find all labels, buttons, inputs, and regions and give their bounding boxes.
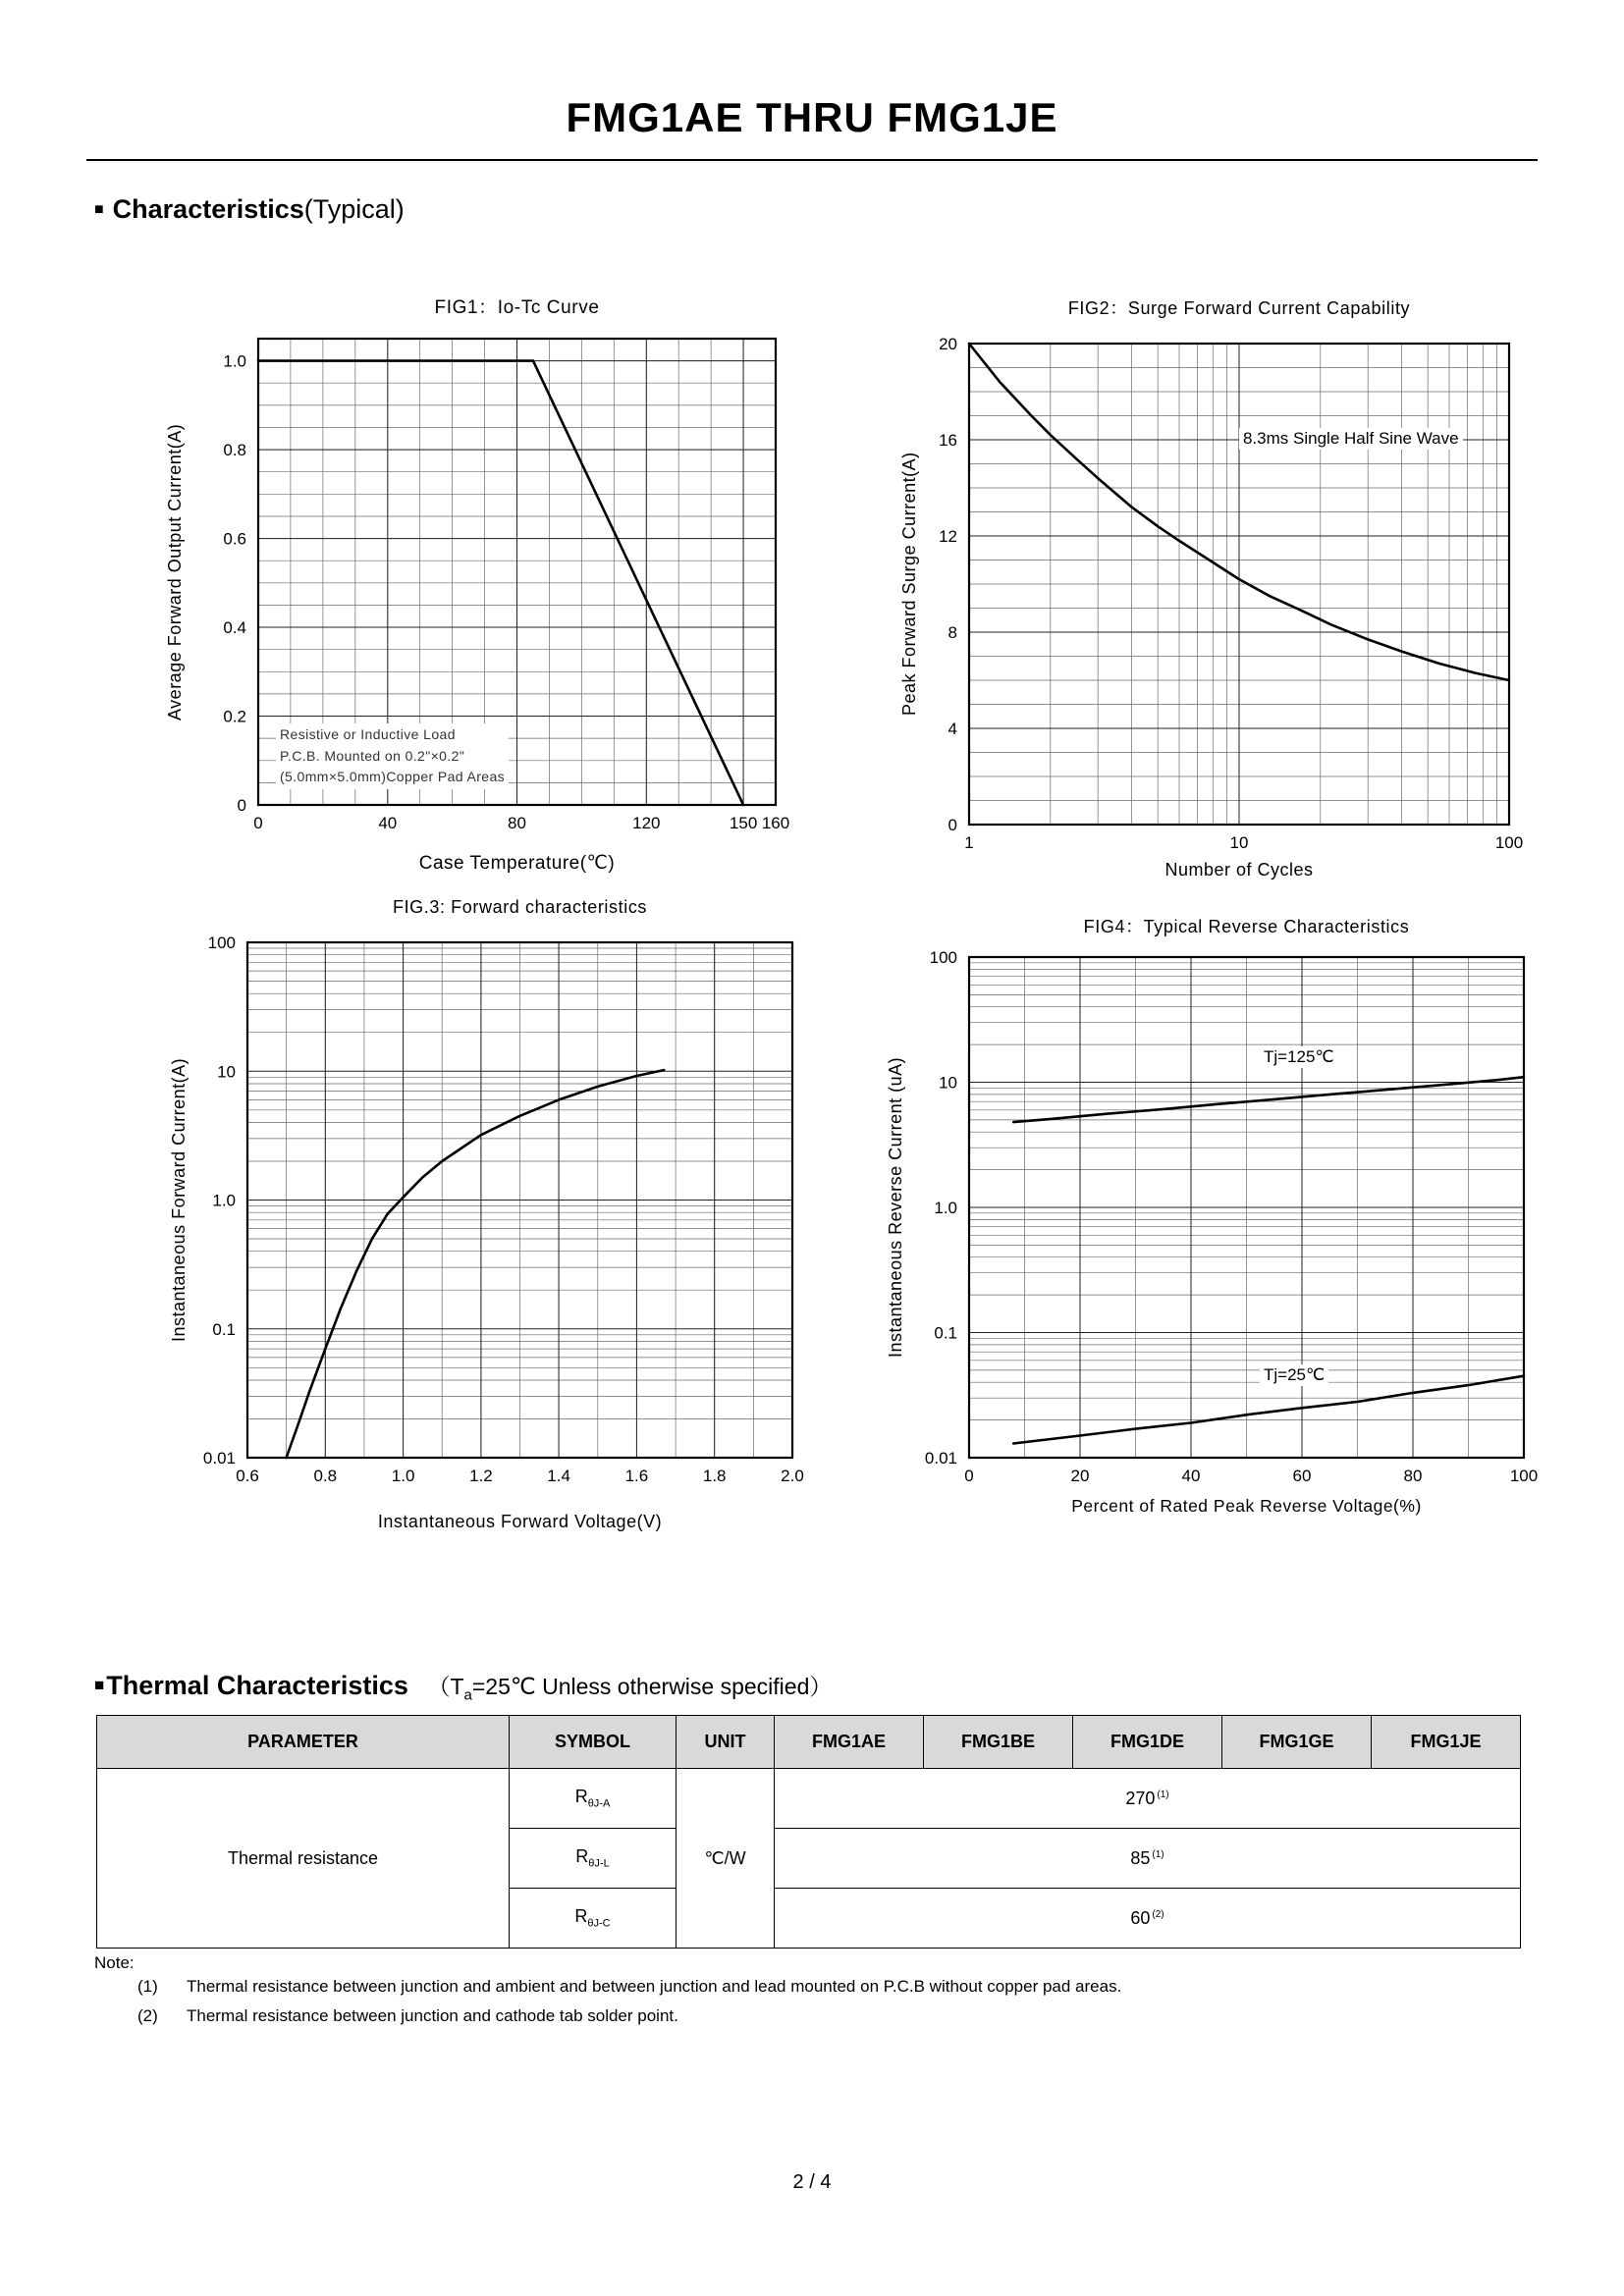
- square-bullet-icon: ■: [94, 1676, 105, 1694]
- svg-text:60: 60: [1292, 1467, 1312, 1485]
- svg-text:2.0: 2.0: [781, 1467, 804, 1485]
- col-header-fmg1ge: FMG1GE: [1222, 1716, 1372, 1769]
- col-header-fmg1de: FMG1DE: [1073, 1716, 1222, 1769]
- svg-text:0: 0: [964, 1467, 974, 1485]
- svg-text:1.0: 1.0: [934, 1199, 957, 1217]
- svg-text:10: 10: [939, 1073, 957, 1093]
- svg-text:1.6: 1.6: [624, 1467, 649, 1485]
- svg-text:0: 0: [237, 796, 246, 815]
- page-number: 2 / 4: [792, 2171, 832, 2193]
- fig3-y-axis-label: Instantaneous Forward Current(A): [169, 1057, 189, 1343]
- thermal-heading-title: Thermal Characteristics: [106, 1671, 408, 1700]
- thermal-condition: [427, 1674, 833, 1704]
- fig2-y-axis-label: Peak Forward Surge Current(A): [899, 452, 919, 717]
- thermal-heading: [94, 1669, 832, 1704]
- svg-text:0.01: 0.01: [924, 1449, 957, 1468]
- svg-text:100: 100: [929, 948, 957, 967]
- fig3-title: FIG.3: Forward characteristics: [392, 897, 648, 917]
- svg-text:120: 120: [632, 814, 661, 832]
- note-item-2: [137, 2006, 678, 2026]
- note-label: Note:: [94, 1953, 135, 1972]
- symbol-base: R: [575, 1846, 589, 1867]
- col-header-fmg1be: FMG1BE: [924, 1716, 1073, 1769]
- col-header-fmg1ae: FMG1AE: [775, 1716, 924, 1769]
- col-header-parameter: PARAMETER: [97, 1716, 510, 1769]
- symbol-sub: θJ-A: [587, 1797, 611, 1810]
- svg-text:1.0: 1.0: [223, 351, 246, 371]
- page-title: FMG1AE THRU FMG1JE: [566, 94, 1058, 140]
- col-header-symbol: SYMBOL: [510, 1716, 677, 1769]
- value-number: 60: [1130, 1907, 1151, 1928]
- fig1-x-axis-label: Case Temperature(℃): [418, 853, 616, 874]
- svg-text:0: 0: [947, 816, 957, 834]
- svg-text:1.0: 1.0: [212, 1191, 236, 1210]
- svg-text:8: 8: [947, 623, 957, 642]
- svg-text:40: 40: [1181, 1467, 1201, 1485]
- svg-text:0.6: 0.6: [223, 529, 246, 549]
- thermal-table-header-row: [97, 1716, 1521, 1769]
- fig4-tj25-annotation: Tj=25℃: [1260, 1364, 1328, 1386]
- fig1-load-annotation: [276, 723, 509, 789]
- fig4-x-axis-label: Percent of Rated Peak Reverse Voltage(%): [1071, 1496, 1422, 1516]
- svg-text:0.1: 0.1: [934, 1323, 957, 1343]
- svg-text:4: 4: [947, 720, 957, 738]
- svg-text:100: 100: [1494, 833, 1524, 852]
- svg-text:0.2: 0.2: [223, 707, 246, 726]
- fig1-y-axis-label: Average Forward Output Current(A): [165, 423, 185, 721]
- note-number: (1): [137, 1977, 158, 1996]
- svg-text:80: 80: [1403, 1467, 1423, 1485]
- value-cell-rjc: [775, 1889, 1521, 1949]
- fig3-x-axis-label: Instantaneous Forward Voltage(V): [377, 1512, 663, 1531]
- thermal-condition-suffix: =25℃ Unless otherwise specified）: [471, 1674, 833, 1699]
- fig1-annotation-line2: P.C.B. Mounted on 0.2"×0.2": [280, 747, 465, 764]
- note-number: (2): [137, 2006, 158, 2025]
- svg-text:20: 20: [939, 335, 957, 353]
- symbol-sub: θJ-L: [588, 1857, 610, 1870]
- svg-text:10: 10: [217, 1062, 236, 1082]
- svg-text:1.8: 1.8: [702, 1467, 727, 1485]
- symbol-base: R: [574, 1906, 588, 1927]
- fig4-tj125-annotation: Tj=125℃: [1260, 1046, 1338, 1068]
- thermal-condition-sub: a: [463, 1686, 472, 1704]
- note-text: Thermal resistance between junction and cathode tab solder point.: [187, 2006, 678, 2025]
- value-note-ref: (1): [1152, 1848, 1164, 1860]
- thermal-table-container: [96, 1715, 1521, 1949]
- svg-text:0.1: 0.1: [212, 1319, 236, 1339]
- svg-text:10: 10: [1229, 833, 1249, 852]
- svg-text:0.6: 0.6: [236, 1467, 259, 1485]
- svg-text:0.8: 0.8: [223, 441, 246, 460]
- fig2-sine-wave-annotation: 8.3ms Single Half Sine Wave: [1239, 428, 1463, 450]
- symbol-base: R: [574, 1787, 588, 1807]
- svg-text:0: 0: [253, 814, 263, 832]
- thermal-condition-prefix: （T: [427, 1674, 464, 1699]
- fig3-plot: [202, 934, 804, 1485]
- characteristics-heading-bold: Characteristics: [112, 194, 304, 224]
- svg-text:12: 12: [939, 527, 957, 546]
- parameter-cell: Thermal resistance: [97, 1769, 510, 1949]
- note-text: Thermal resistance between junction and ambient and between junction and lead mounted on P.C.B without copper pad areas.: [187, 1977, 1122, 1996]
- value-cell-rja: [775, 1769, 1521, 1829]
- svg-text:20: 20: [1070, 1467, 1090, 1485]
- svg-text:150: 150: [729, 814, 758, 832]
- square-bullet-icon: ■: [94, 201, 104, 218]
- note-item-1: [137, 1977, 1121, 1997]
- title-divider: [86, 159, 1538, 161]
- svg-text:80: 80: [508, 814, 526, 832]
- value-number: 85: [1130, 1847, 1151, 1868]
- svg-text:1.2: 1.2: [469, 1467, 493, 1485]
- characteristics-heading: [94, 194, 405, 225]
- value-cell-rjl: [775, 1829, 1521, 1889]
- fig4-plot: [924, 948, 1539, 1485]
- svg-text:1: 1: [964, 833, 974, 852]
- svg-text:1.0: 1.0: [391, 1467, 415, 1485]
- symbol-cell-rjc: [510, 1889, 677, 1949]
- svg-text:100: 100: [1509, 1467, 1539, 1485]
- svg-text:0.4: 0.4: [223, 618, 246, 637]
- svg-text:1.4: 1.4: [547, 1467, 570, 1485]
- fig1-annotation-line3: (5.0mm×5.0mm)Copper Pad Areas: [280, 769, 506, 785]
- fig1-annotation-line1: Resistive or Inductive Load: [280, 726, 456, 742]
- fig2-plot: [939, 335, 1524, 852]
- fig1-title: FIG1：Io-Tc Curve: [434, 297, 600, 318]
- svg-text:0.8: 0.8: [313, 1467, 338, 1485]
- fig4-title: FIG4：Typical Reverse Characteristics: [1083, 917, 1410, 936]
- svg-text:160: 160: [761, 814, 790, 832]
- col-header-unit: UNIT: [677, 1716, 775, 1769]
- svg-text:16: 16: [939, 431, 957, 450]
- characteristics-heading-normal: (Typical): [303, 194, 405, 224]
- value-number: 270: [1125, 1788, 1156, 1808]
- symbol-sub: θJ-C: [587, 1917, 611, 1930]
- svg-text:0.01: 0.01: [202, 1449, 236, 1468]
- svg-text:100: 100: [207, 934, 236, 952]
- value-note-ref: (2): [1152, 1908, 1164, 1920]
- fig2-title: FIG2：Surge Forward Current Capability: [1067, 298, 1411, 318]
- symbol-cell-rja: [510, 1769, 677, 1829]
- thermal-table: [96, 1715, 1521, 1949]
- fig2-x-axis-label: Number of Cycles: [1164, 860, 1314, 880]
- unit-cell: ℃/W: [677, 1769, 775, 1949]
- svg-text:40: 40: [378, 814, 398, 832]
- value-note-ref: (1): [1157, 1789, 1169, 1800]
- fig4-y-axis-label: Instantaneous Reverse Current (uA): [886, 1056, 905, 1359]
- table-row: [97, 1769, 1521, 1829]
- col-header-fmg1je: FMG1JE: [1372, 1716, 1521, 1769]
- symbol-cell-rjl: [510, 1829, 677, 1889]
